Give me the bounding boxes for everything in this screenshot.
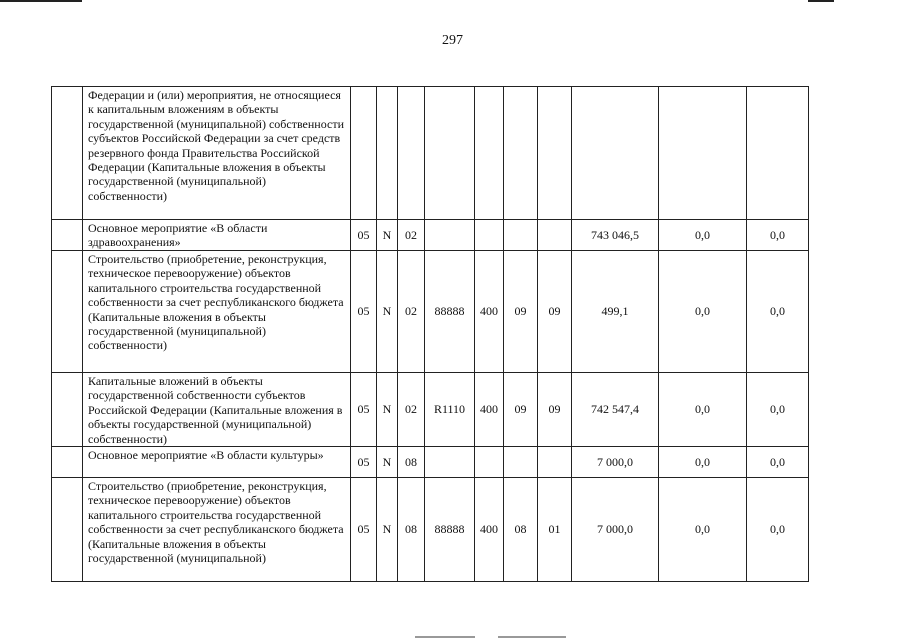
amount-cell: 7 000,0 (572, 447, 659, 478)
code-cell: 02 (398, 373, 425, 447)
amount-cell: 0,0 (747, 478, 809, 582)
row-index-cell (52, 220, 83, 251)
table-row (52, 220, 809, 251)
scan-bottom-mark (415, 636, 475, 638)
code-cell (538, 87, 572, 220)
scan-bottom-mark (498, 636, 566, 638)
row-index-cell (52, 447, 83, 478)
amount-cell: 743 046,5 (572, 220, 659, 251)
amount-cell: 742 547,4 (572, 373, 659, 447)
row-description: Строительство (приобретение, реконструкция, техническое перевооружение) объектов капитального строительства государственной собственности за счет республиканского бюджета (Капитальные вложения в объекты государственной (муниципальной) (83, 478, 351, 582)
table-row (52, 447, 809, 478)
amount-cell: 0,0 (747, 251, 809, 373)
row-description: Основное мероприятие «В области здравоохранения» (83, 220, 351, 251)
code-cell: 400 (475, 478, 504, 582)
amount-cell: 0,0 (659, 251, 747, 373)
code-cell (351, 87, 377, 220)
amount-cell: 0,0 (659, 478, 747, 582)
amount-cell (747, 87, 809, 220)
code-cell: 88888 (425, 478, 475, 582)
code-cell: 09 (504, 373, 538, 447)
table-row (52, 87, 809, 220)
amount-cell: 0,0 (659, 447, 747, 478)
amount-cell: 0,0 (747, 373, 809, 447)
row-index-cell (52, 478, 83, 582)
code-cell (475, 220, 504, 251)
row-description: Федерации и (или) мероприятия, не относящиеся к капитальным вложениям в объекты государственной (муниципальной) собственности субъектов Российской Федерации за счет средств резервного фонда Правительства Российской Федерации (Капитальные вложения в объекты государственной (муниципальной) собственности) (83, 87, 351, 220)
amount-cell: 0,0 (659, 220, 747, 251)
amount-cell: 0,0 (747, 220, 809, 251)
table-row (52, 251, 809, 373)
scan-edge-mark-left (0, 0, 82, 2)
code-cell: 02 (398, 251, 425, 373)
code-cell: N (377, 373, 398, 447)
code-cell (538, 447, 572, 478)
amount-cell: 7 000,0 (572, 478, 659, 582)
scan-edge-mark-right (808, 0, 834, 2)
code-cell: 05 (351, 478, 377, 582)
code-cell: 05 (351, 447, 377, 478)
amount-cell: 0,0 (659, 373, 747, 447)
code-cell: N (377, 251, 398, 373)
code-cell: 08 (398, 478, 425, 582)
code-cell (475, 447, 504, 478)
table-row (52, 478, 809, 582)
budget-table (51, 86, 809, 582)
code-cell: 02 (398, 220, 425, 251)
code-cell: 400 (475, 373, 504, 447)
code-cell (538, 220, 572, 251)
code-cell (425, 220, 475, 251)
row-index-cell (52, 373, 83, 447)
amount-cell: 499,1 (572, 251, 659, 373)
row-index-cell (52, 87, 83, 220)
code-cell (504, 220, 538, 251)
code-cell: 01 (538, 478, 572, 582)
table-row (52, 373, 809, 447)
code-cell: 08 (398, 447, 425, 478)
code-cell: 09 (538, 373, 572, 447)
code-cell (504, 87, 538, 220)
code-cell (377, 87, 398, 220)
amount-cell: 0,0 (747, 447, 809, 478)
row-index-cell (52, 251, 83, 373)
code-cell: 09 (538, 251, 572, 373)
code-cell: 88888 (425, 251, 475, 373)
row-description: Основное мероприятие «В области культуры» (83, 447, 351, 478)
code-cell: 05 (351, 373, 377, 447)
row-description: Строительство (приобретение, реконструкция, техническое перевооружение) объектов капитального строительства государственной собственности за счет республиканского бюджета (Капитальные вложения в объекты государственной (муниципальной) собственности) (83, 251, 351, 373)
code-cell (398, 87, 425, 220)
code-cell: 05 (351, 220, 377, 251)
code-cell: 400 (475, 251, 504, 373)
code-cell: N (377, 447, 398, 478)
code-cell (504, 447, 538, 478)
code-cell (425, 87, 475, 220)
code-cell: 08 (504, 478, 538, 582)
code-cell: 05 (351, 251, 377, 373)
code-cell (425, 447, 475, 478)
page-number: 297 (442, 33, 463, 48)
row-description: Капитальные вложений в объекты государственной собственности субъектов Российской Федерации (Капитальные вложения в объекты государственной (муниципальной) собственности) (83, 373, 351, 447)
amount-cell (659, 87, 747, 220)
code-cell: N (377, 220, 398, 251)
code-cell: 09 (504, 251, 538, 373)
code-cell: R1110 (425, 373, 475, 447)
code-cell (475, 87, 504, 220)
amount-cell (572, 87, 659, 220)
code-cell: N (377, 478, 398, 582)
